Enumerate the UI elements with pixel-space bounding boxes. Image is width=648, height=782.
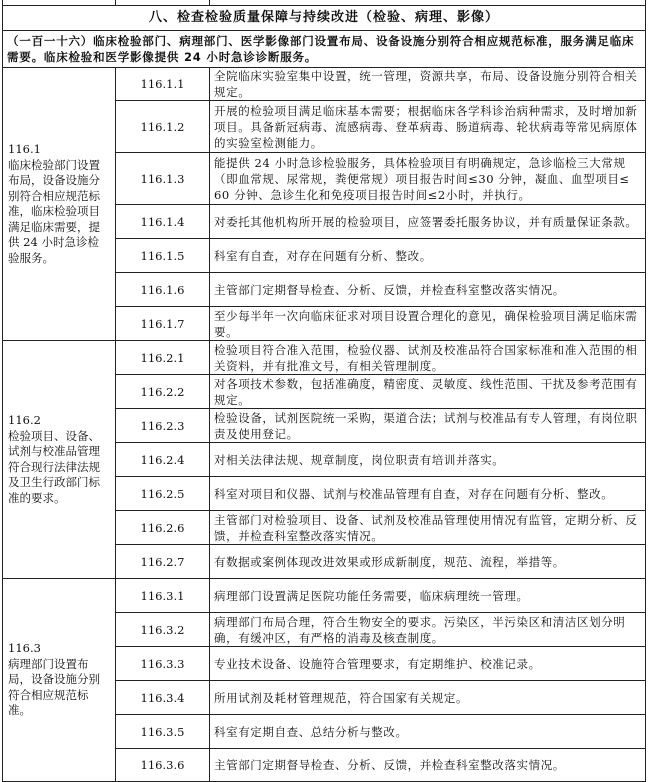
item-text: 科室有定期自查、总结分析与整改。 bbox=[210, 715, 646, 749]
item-text: 病理部门设置满足医院功能任务需要，临床病理统一管理。 bbox=[210, 579, 646, 613]
item-code: 116.1.5 bbox=[116, 239, 210, 273]
item-text: 开展的检验项目满足临床基本需要；根据临床各学科诊治病种需求，及时增加新项目。具备新冠病毒、流感病毒、登革病毒、肠道病毒、轮状病毒等常见病原体的实验室检测能力。 bbox=[210, 101, 646, 153]
item-code: 116.1.2 bbox=[116, 101, 210, 153]
group-label: 116.3 病理部门设置布局，设备设施分别符合相应规范标准。 bbox=[3, 579, 116, 782]
section-title: 八、检查检验质量保障与持续改进（检验、病理、影像） bbox=[3, 6, 646, 31]
item-code: 116.1.6 bbox=[116, 273, 210, 307]
item-text: 科室有自查，对存在问题有分析、整改。 bbox=[210, 239, 646, 273]
item-text: 检验设备，试剂医院统一采购，渠道合法；试剂与校准品有专人管理，有岗位职责及使用登记。 bbox=[210, 409, 646, 443]
item-text: 对各项技术参数，包括准确度，精密度、灵敏度、线性范围、干扰及参考范围有规定。 bbox=[210, 375, 646, 409]
item-text: 能提供 24 小时急诊检验服务，具体检验项目有明确规定，急诊临检三大常规（即血常规、尿常规，粪便常规）项目报告时间≤30 分钟，凝血、血型项目≤ 60 分钟、急诊生化和免疫项目报告时间≤2小时，并执行。 bbox=[210, 153, 646, 205]
item-text: 对相关法律法规、规章制度，岗位职责有培训并落实。 bbox=[210, 443, 646, 477]
item-code: 116.1.4 bbox=[116, 205, 210, 239]
group-label: 116.1 临床检验部门设置布局，设备设施分别符合相应规范标准，临床检验项目满足临床需要，提供 24 小时急诊检验服务。 bbox=[3, 68, 116, 341]
item-text: 病理部门布局合理，符合生物安全的要求。污染区，半污染区和清洁区划分明确，有缓冲区，有严格的消毒及核查制度。 bbox=[210, 613, 646, 647]
item-text: 对委托其他机构所开展的检验项目，应签署委托服务协议，并有质量保证条款。 bbox=[210, 205, 646, 239]
item-code: 116.1.3 bbox=[116, 153, 210, 205]
item-text: 主管部门对检验项目、设备、试剂及校准品管理使用情况有监管，定期分析、反馈，并检查科室整改落实情况。 bbox=[210, 511, 646, 545]
item-text: 检验项目符合准入范围，检验仪器、试剂及校准品符合国家标准和准入范围的相关资料，并有批准文号，有相关管理制度。 bbox=[210, 341, 646, 375]
item-text: 全院临床实验室集中设置，统一管理，资源共享，布局、设备设施分别符合相关规定。 bbox=[210, 68, 646, 101]
group-label: 116.2 检验项目、设备、试剂与校准品管理符合现行法律法规及卫生行政部门标准的要求。 bbox=[3, 341, 116, 579]
table-row bbox=[3, 341, 646, 375]
item-text: 专业技术设备、设施符合管理要求，有定期维护、校准记录。 bbox=[210, 647, 646, 681]
item-code: 116.2.6 bbox=[116, 511, 210, 545]
item-code: 116.2.7 bbox=[116, 545, 210, 579]
standard-heading: （一百一十六）临床检验部门、病理部门、医学影像部门设置布局、设备设施分别符合相应规范标准，服务满足临床需要。临床检验和医学影像提供 24 小时急诊诊断服务。 bbox=[3, 31, 646, 68]
item-code: 116.1.7 bbox=[116, 307, 210, 341]
item-code: 116.3.3 bbox=[116, 647, 210, 681]
item-code: 116.3.1 bbox=[116, 579, 210, 613]
item-code: 116.3.4 bbox=[116, 681, 210, 715]
standards-table bbox=[2, 0, 646, 782]
item-code: 116.2.3 bbox=[116, 409, 210, 443]
item-code: 116.3.5 bbox=[116, 715, 210, 749]
item-text: 主管部门定期督导检查、分析、反馈，并检查科室整改落实情况。 bbox=[210, 273, 646, 307]
item-text: 科室对项目和仪器、试剂与校准品管理有自查，对存在问题有分析、整改。 bbox=[210, 477, 646, 511]
item-code: 116.2.1 bbox=[116, 341, 210, 375]
item-code: 116.2.4 bbox=[116, 443, 210, 477]
item-code: 116.3.6 bbox=[116, 749, 210, 782]
item-text: 所用试剂及耗材管理规范，符合国家有关规定。 bbox=[210, 681, 646, 715]
standard-row bbox=[3, 31, 646, 68]
item-code: 116.3.2 bbox=[116, 613, 210, 647]
item-text: 有数据或案例体现改进效果或形成新制度，规范、流程，举措等。 bbox=[210, 545, 646, 579]
item-text: 至少每半年一次向临床征求对项目设置合理化的意见，确保检验项目满足临床需要。 bbox=[210, 307, 646, 341]
section-row bbox=[3, 6, 646, 31]
item-text: 主管部门定期督导检查、分析、反馈，并检查科室整改落实情况。 bbox=[210, 749, 646, 782]
item-code: 116.1.1 bbox=[116, 68, 210, 101]
table-row bbox=[3, 579, 646, 613]
table-row bbox=[3, 68, 646, 101]
item-code: 116.2.2 bbox=[116, 375, 210, 409]
item-code: 116.2.5 bbox=[116, 477, 210, 511]
